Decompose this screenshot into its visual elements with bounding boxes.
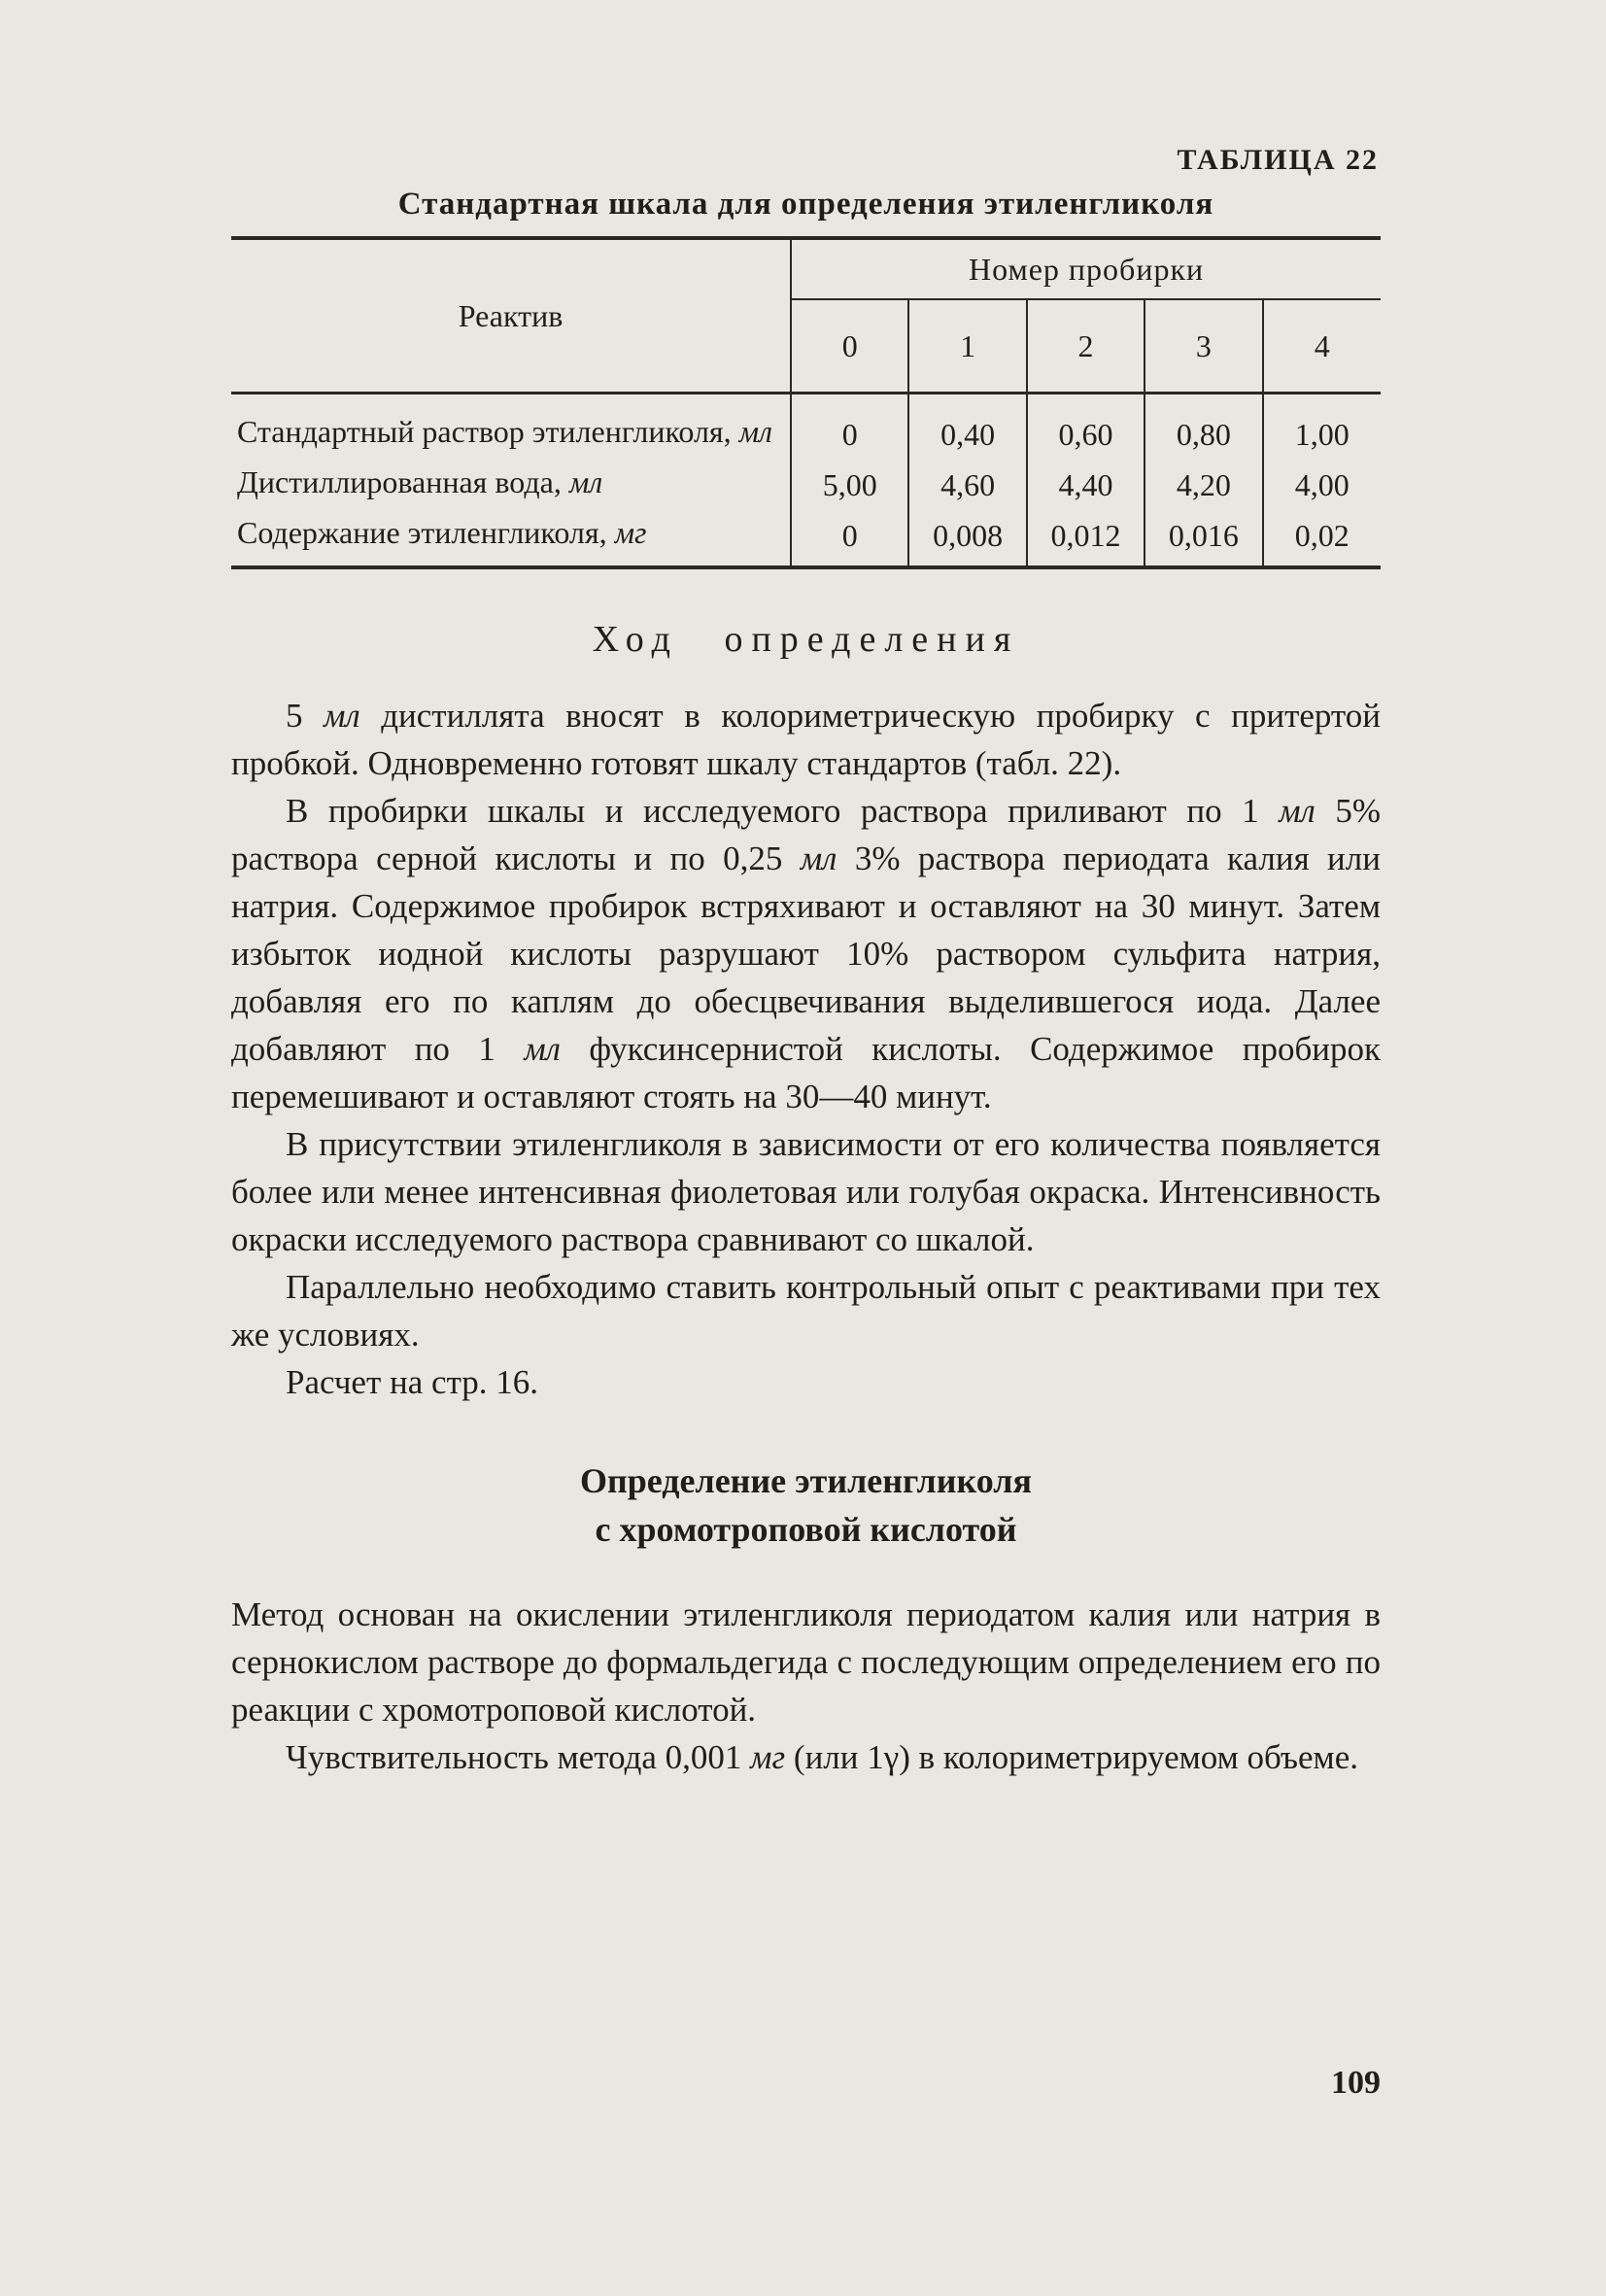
- text-segment: (или 1γ) в колориметрируемом объеме.: [785, 1738, 1358, 1776]
- text-segment: 5: [286, 697, 325, 735]
- unit-label: мл: [324, 697, 360, 735]
- unit-label: мл: [800, 840, 837, 877]
- text-segment: Чувствительность метода 0,001: [286, 1738, 751, 1776]
- table-cell: 0,80: [1145, 394, 1262, 460]
- table-cell: 5,00: [791, 459, 908, 509]
- table-title: Стандартная шкала для определения этиленгликоля: [397, 187, 1214, 222]
- unit-label: мг: [614, 515, 647, 550]
- unit-label: мг: [750, 1738, 786, 1776]
- tube-number-2: 2: [1027, 299, 1145, 394]
- tube-number-0: 0: [791, 299, 908, 394]
- section-heading-chromotropic: [231, 1456, 1381, 1554]
- paragraph-procedure-3: В присутствии этиленгликоля в зависимости от его количества появляется более или менее интенсивная фиолетовая или голубая окраска. Интенсивность окраски исследуемого раствора сравнивают со шкалой.: [231, 1125, 1381, 1258]
- table-cell: 0,60: [1027, 394, 1145, 460]
- unit-label: мл: [524, 1030, 561, 1068]
- table-cell: 4,00: [1263, 459, 1381, 509]
- paragraph-calculation-reference: Расчет на стр. 16.: [286, 1363, 539, 1401]
- unit-label: мл: [738, 414, 772, 449]
- reagent-label: [231, 459, 791, 509]
- table-caption-number: ТАБЛИЦА 22: [1177, 144, 1379, 176]
- table-header-row: [231, 238, 1381, 299]
- table-cell: 0: [791, 394, 908, 460]
- column-header-reagent: Реактив: [231, 238, 791, 394]
- text-segment: 5% раствора серной кислоты и по 0,25: [231, 792, 1381, 877]
- table-cell: 4,20: [1145, 459, 1262, 509]
- paragraph-procedure-4: Параллельно необходимо ставить контрольный опыт с реактивами при тех же условиях.: [231, 1268, 1381, 1354]
- standards-table: [231, 236, 1381, 569]
- table-cell: 0,02: [1263, 509, 1381, 567]
- table-cell: 0: [791, 509, 908, 567]
- table-cell: 4,60: [908, 459, 1026, 509]
- text-segment: Дистиллированная вода,: [237, 464, 562, 499]
- text-segment: Стандартный раствор этиленгликоля,: [237, 414, 732, 449]
- table-row: [231, 459, 1381, 509]
- text-segment: Содержание этиленгликоля,: [237, 515, 607, 550]
- table-cell: 0,012: [1027, 509, 1145, 567]
- table-cell: 0,016: [1145, 509, 1262, 567]
- reagent-label: [231, 394, 791, 460]
- text-segment: 3% раствора периодата калия или натрия. Содержимое пробирок встряхивают и оставляют на 30 минут. Затем избыток иодной кислоты разрушают 10% раствором сульфита натрия, добавляя его по каплям до обесцвечивания выделившегося иода. Далее добавляют по 1: [231, 840, 1381, 1068]
- heading-line-1: Определение этиленгликоля: [580, 1461, 1032, 1500]
- paragraph-procedure-1: [231, 692, 1381, 787]
- tube-number-4: 4: [1263, 299, 1381, 394]
- reagent-label: [231, 509, 791, 567]
- table-cell: 1,00: [1263, 394, 1381, 460]
- table-cell: 0,40: [908, 394, 1026, 460]
- text-segment: фуксинсернистой кислоты. Содержимое пробирок перемешивают и оставляют стоять на 30—40 минут.: [231, 1030, 1381, 1115]
- unit-label: мл: [1279, 792, 1316, 830]
- column-group-header-tube-number: Номер пробирки: [791, 238, 1381, 299]
- tube-number-3: 3: [1145, 299, 1262, 394]
- tube-number-1: 1: [908, 299, 1026, 394]
- paragraph-procedure-2: [231, 787, 1381, 1120]
- heading-line-2: с хромотроповой кислотой: [595, 1510, 1017, 1549]
- table-row: [231, 509, 1381, 567]
- paragraph-method-description: Метод основан на окислении этиленгликоля периодатом калия или натрия в сернокислом растворе до формальдегида с последующим определением его по реакции с хромотроповой кислотой.: [231, 1595, 1381, 1729]
- unit-label: мл: [568, 464, 603, 499]
- table-cell: 4,40: [1027, 459, 1145, 509]
- paragraph-sensitivity: [231, 1733, 1381, 1781]
- section-heading-procedure: Ход определения: [592, 619, 1020, 660]
- page-number: 109: [1331, 2065, 1381, 2101]
- text-segment: дистиллята вносят в колориметрическую пробирку с притертой пробкой. Одновременно готовят шкалу стандартов (табл. 22).: [231, 697, 1381, 782]
- table-cell: 0,008: [908, 509, 1026, 567]
- table-row: [231, 394, 1381, 460]
- text-segment: В пробирки шкалы и исследуемого раствора приливают по 1: [286, 792, 1280, 830]
